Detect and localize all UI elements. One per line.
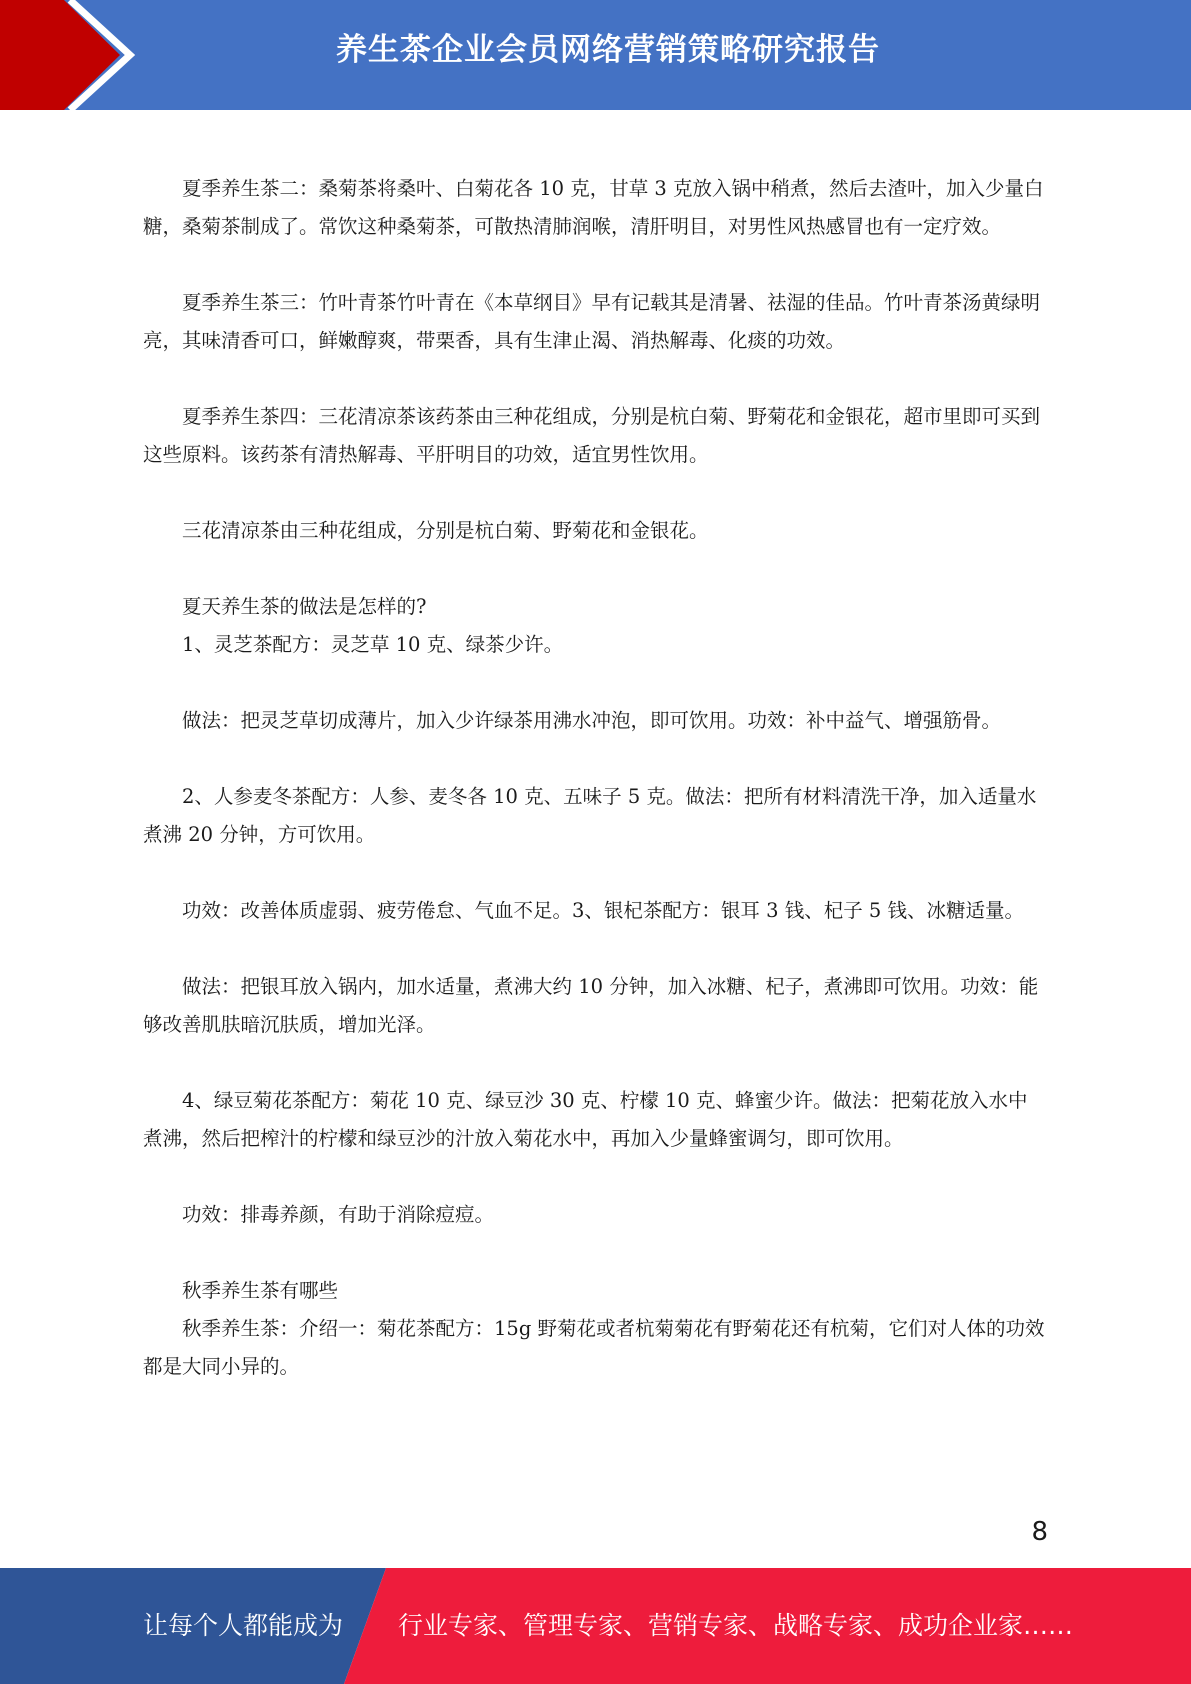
page-footer: [0, 1568, 1191, 1684]
footer-slogan-left: 让每个人都能成为: [143, 1611, 344, 1640]
paragraph-mungbean-effect: 功效：排毒养颜，有助于消除痘痘。: [182, 1203, 495, 1226]
footer-slogan-right: 行业专家、管理专家、营销专家、战略专家、成功企业家……: [398, 1611, 1074, 1640]
paragraph-summer-tea-2: 夏季养生茶二：桑菊茶将桑叶、白菊花各 10 克，甘草 3 克放入锅中稍煮，然后去渣叶，加入少量白糖，桑菊茶制成了。常饮这种桑菊茶，可散热清肺润喉，清肝明目，对男性风热感冒也有一定疗效。: [143, 177, 1044, 238]
paragraph-lingzhi-method: 做法：把灵芝草切成薄片，加入少许绿茶用沸水冲泡，即可饮用。功效：补中益气、增强筋骨。: [182, 709, 1002, 732]
page-number: 8: [1031, 1517, 1048, 1547]
paragraph-autumn-tea-1: 秋季养生茶：介绍一：菊花茶配方：15g 野菊花或者杭菊菊花有野菊花还有杭菊，它们对人体的功效都是大同小异的。: [143, 1317, 1045, 1378]
paragraph-yinqi-recipe: 功效：改善体质虚弱、疲劳倦怠、气血不足。3、银杞茶配方：银耳 3 钱、杞子 5 钱、冰糖适量。: [182, 899, 1025, 922]
paragraph-three-flowers: 三花清凉茶由三种花组成，分别是杭白菊、野菊花和金银花。: [182, 519, 709, 542]
paragraph-lingzhi-recipe: 1、灵芝茶配方：灵芝草 10 克、绿茶少许。: [182, 633, 564, 656]
paragraph-ginseng-recipe: 2、人参麦冬茶配方：人参、麦冬各 10 克、五味子 5 克。做法：把所有材料清洗干净，加入适量水煮沸 20 分钟，方可饮用。: [143, 785, 1037, 846]
paragraph-autumn-heading: 秋季养生茶有哪些: [182, 1279, 339, 1302]
paragraph-summer-tea-4: 夏季养生茶四：三花清凉茶该药茶由三种花组成，分别是杭白菊、野菊花和金银花，超市里即可买到这些原料。该药茶有清热解毒、平肝明目的功效，适宜男性饮用。: [143, 405, 1041, 466]
paragraph-summer-tea-3: 夏季养生茶三：竹叶青茶竹叶青在《本草纲目》早有记载其是清暑、祛湿的佳品。竹叶青茶汤黄绿明亮，其味清香可口，鲜嫩醇爽，带栗香，具有生津止渴、消热解毒、化痰的功效。: [143, 291, 1041, 352]
paragraph-yinqi-method: 做法：把银耳放入锅内，加水适量，煮沸大约 10 分钟，加入冰糖、杞子，煮沸即可饮用。功效：能够改善肌肤暗沉肤质，增加光泽。: [143, 975, 1039, 1036]
paragraph-mungbean-recipe: 4、绿豆菊花茶配方：菊花 10 克、绿豆沙 30 克、柠檬 10 克、蜂蜜少许。做法：把菊花放入水中煮沸，然后把榨汁的柠檬和绿豆沙的汁放入菊花水中，再加入少量蜂蜜调匀，即可饮用。: [143, 1089, 1028, 1150]
document-body: [143, 170, 1047, 1386]
report-title: 养生茶企业会员网络营销策略研究报告: [336, 32, 880, 68]
paragraph-summer-question: 夏天养生茶的做法是怎样的?: [182, 595, 427, 618]
page-header: [0, 0, 1191, 110]
